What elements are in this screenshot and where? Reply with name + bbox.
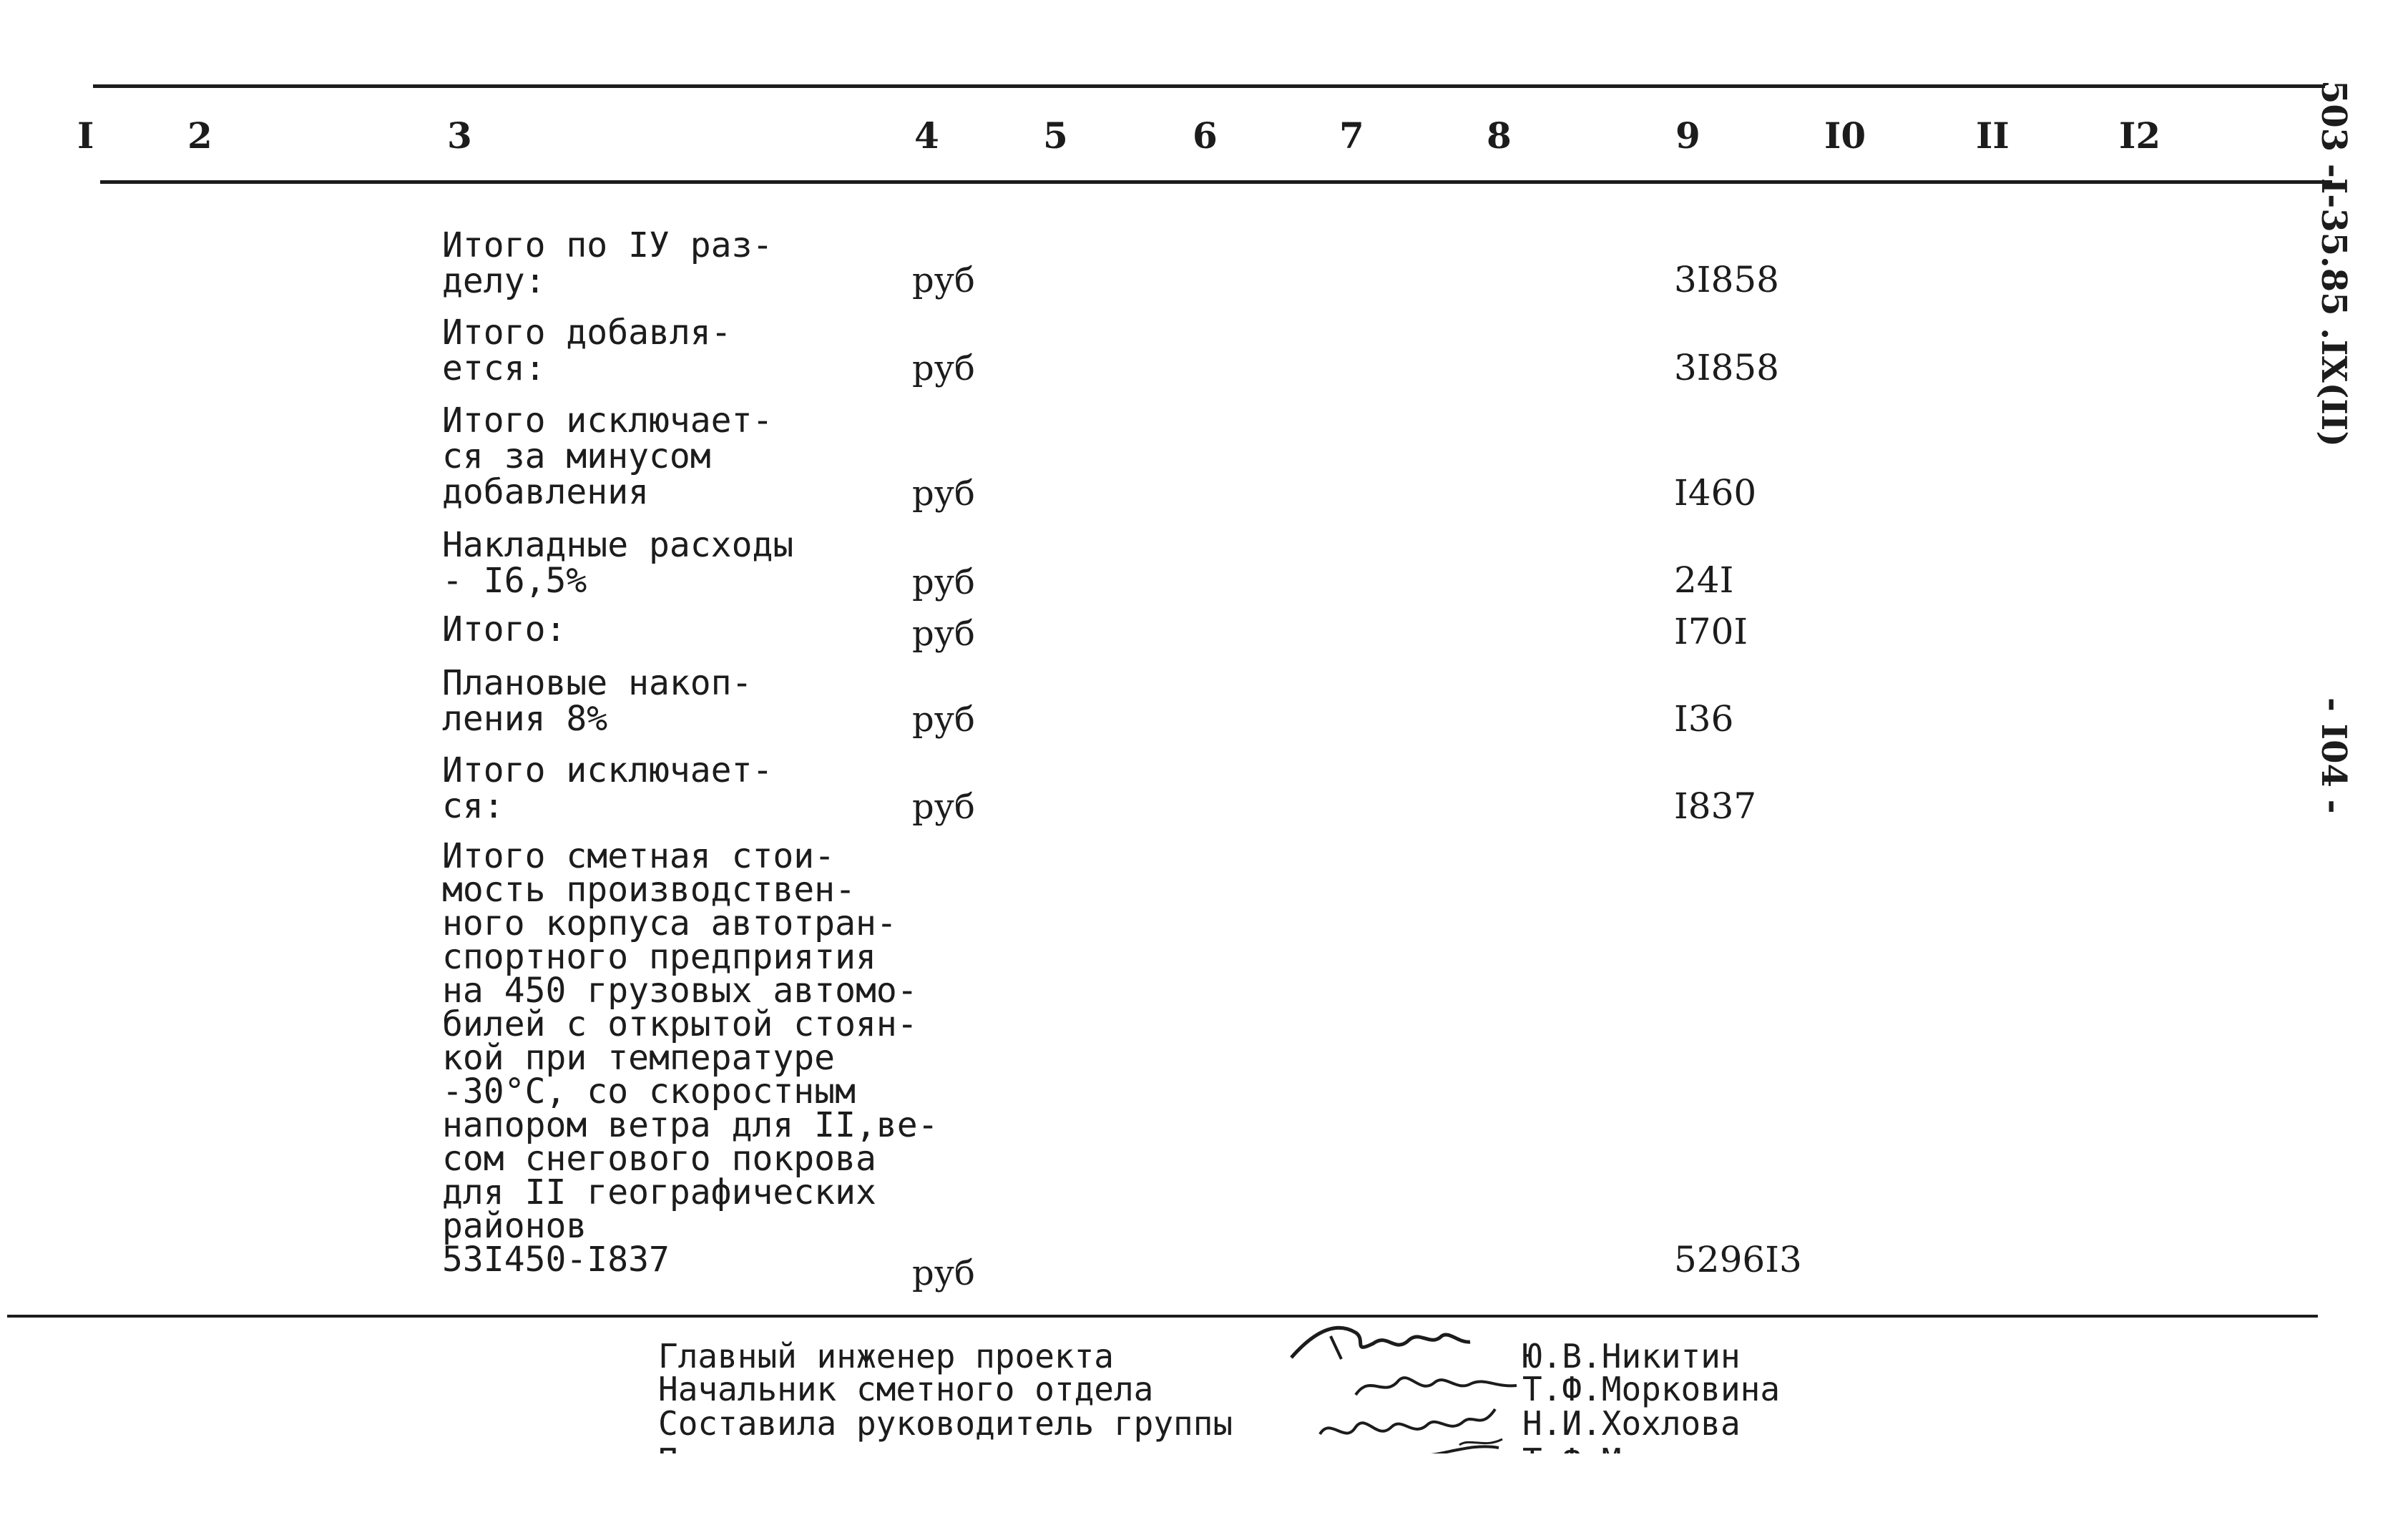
row-5-description: Итого: xyxy=(442,609,567,649)
header-bottom-rule xyxy=(100,180,2332,184)
row-6-value: I36 xyxy=(1674,698,1734,740)
page-bottom-cutoff xyxy=(0,1453,2408,1520)
col-header-8: 8 xyxy=(1487,114,1512,157)
col-header-1: I xyxy=(77,114,94,157)
side-page-number: - I04 - xyxy=(2314,697,2354,814)
row-5-unit: руб xyxy=(912,614,975,654)
col-header-7: 7 xyxy=(1339,114,1364,157)
row-4-value: 24I xyxy=(1674,559,1734,601)
col-header-3: 3 xyxy=(447,114,472,157)
table-bottom-rule xyxy=(7,1315,2318,1318)
row-3-unit: руб xyxy=(912,474,975,514)
row-3-value: I460 xyxy=(1674,472,1757,514)
row-1-description: Итого по IУ раз- делу: xyxy=(442,225,773,301)
col-header-6: 6 xyxy=(1193,114,1218,157)
row-2-value: 3I858 xyxy=(1674,347,1779,388)
row-6-description: Плановые накоп- ления 8% xyxy=(442,663,753,739)
row-4-unit: руб xyxy=(912,562,975,602)
col-header-12: I2 xyxy=(2119,114,2161,157)
row-1-unit: руб xyxy=(912,260,975,300)
row-7-unit: руб xyxy=(912,787,975,827)
row-4-description: Накладные расходы - I6,5% xyxy=(442,525,794,601)
row-8-value: 5296I3 xyxy=(1674,1239,1802,1280)
row-6-unit: руб xyxy=(912,700,975,740)
row-2-unit: руб xyxy=(912,348,975,388)
col-header-5: 5 xyxy=(1043,114,1068,157)
signature-name-1: Ю.В.Никитин xyxy=(1522,1337,1741,1376)
col-header-4: 4 xyxy=(914,114,939,157)
row-1-value: 3I858 xyxy=(1674,259,1779,300)
top-rule xyxy=(93,84,2325,88)
col-header-2: 2 xyxy=(187,114,212,157)
row-8-description: Итого сметная стои- мость производствен- ного корпуса автотран- спортного предприятия на 450 грузовых автомо- билей с открытой стоян- кой при температуре -30°С, со скоростным напором ветра для II,ве- сом снегового покрова для II географических районов 53I450-I837 xyxy=(442,836,939,1280)
signature-name-2: Т.Ф.Морковина xyxy=(1522,1370,1781,1408)
row-7-value: I837 xyxy=(1674,785,1757,827)
col-header-10: I0 xyxy=(1824,114,1866,157)
signature-name-3: Н.И.Хохлова xyxy=(1522,1404,1741,1443)
signature-title-3: Составила руководитель группы xyxy=(658,1404,1233,1443)
col-header-11: II xyxy=(1976,114,2010,157)
col-header-9: 9 xyxy=(1675,114,1700,157)
signature-title-2: Начальник сметного отдела xyxy=(658,1370,1154,1408)
row-3-description: Итого исключает- ся за минусом добавления xyxy=(442,401,773,512)
row-5-value: I70I xyxy=(1674,611,1748,652)
row-7-description: Итого исключает- ся: xyxy=(442,750,773,826)
row-2-description: Итого добавля- ется: xyxy=(442,313,732,388)
signature-title-1: Главный инженер проекта xyxy=(658,1337,1114,1376)
side-doc-code: 503 -I-35.85 .IX(II) xyxy=(2314,80,2354,447)
row-8-unit: руб xyxy=(912,1253,975,1293)
